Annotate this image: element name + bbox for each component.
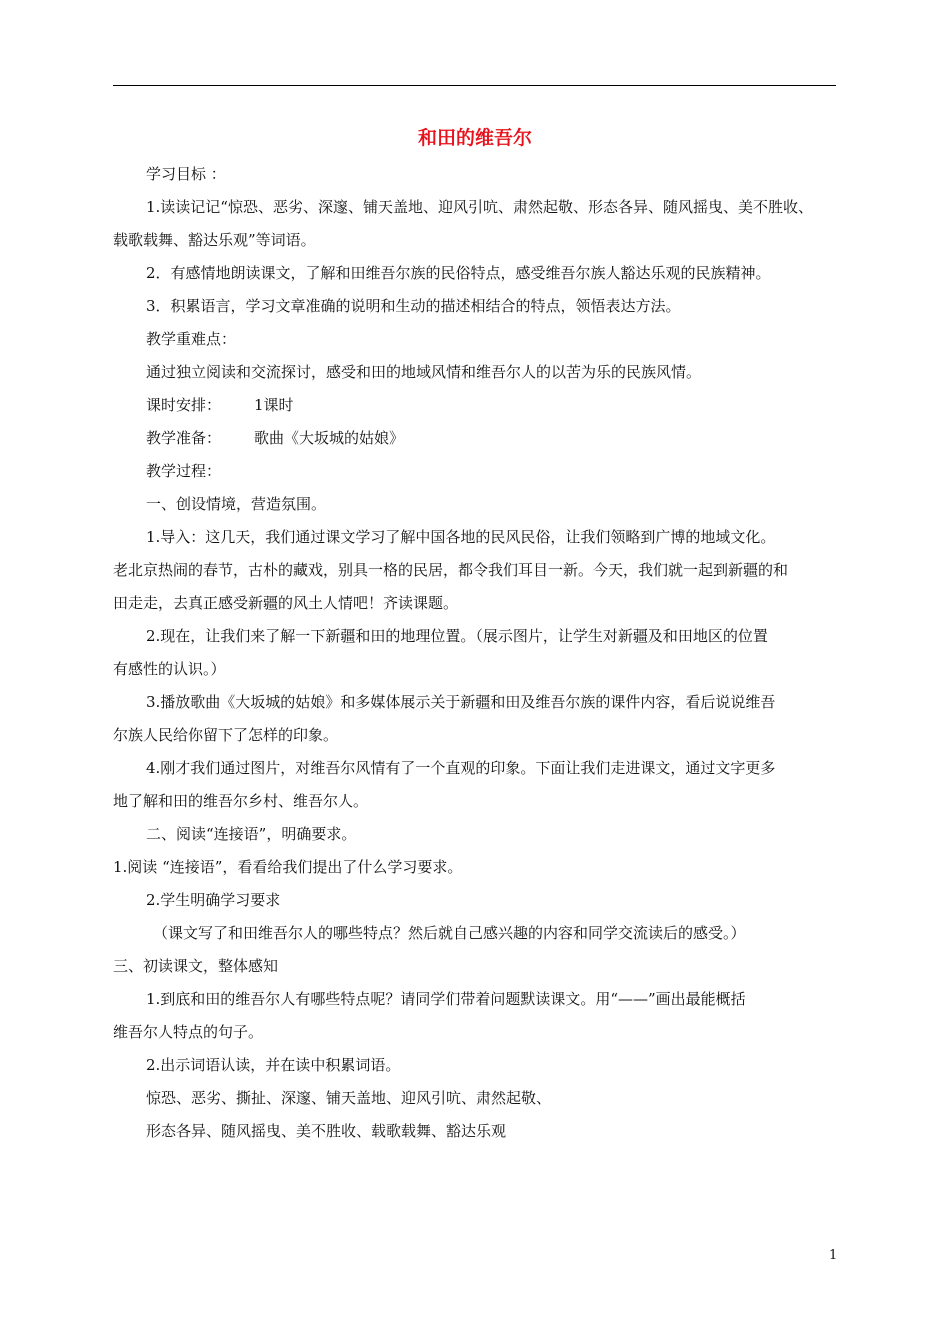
paragraph-line: 1.导入：这几天，我们通过课文学习了解中国各地的民风民俗，让我们领略到广博的地域文化。: [146, 528, 776, 546]
paragraph-line: 地了解和田的维吾尔乡村、维吾尔人。: [113, 792, 369, 810]
paragraph-line: 尔族人民给你留下了怎样的印象。: [113, 726, 339, 744]
header-rule: [113, 85, 836, 86]
section-heading: 教学过程：: [146, 462, 222, 480]
preparation-line: [113, 422, 848, 455]
preparation-label: 教学准备：: [146, 429, 222, 447]
vocabulary-line: 惊恐、恶劣、撕扯、深邃、铺天盖地、迎风引吭、肃然起敬、: [146, 1089, 552, 1107]
paragraph-line: 2.出示词语认读，并在读中积累词语。: [146, 1056, 401, 1074]
paragraph-line: 老北京热闹的春节，古朴的藏戏，别具一格的民居，都令我们耳目一新。今天，我们就一起到新疆的和: [113, 561, 789, 579]
section-heading: 三、初读课文，整体感知: [113, 957, 279, 975]
schedule-label: 课时安排：: [146, 396, 222, 414]
paragraph-line: 1.到底和田的维吾尔人有哪些特点呢？请同学们带着问题默读课文。用“——”画出最能概括: [146, 990, 746, 1008]
section-heading: 二、阅读“连接语”，明确要求。: [146, 825, 357, 843]
vocabulary-line: 形态各异、随风摇曳、美不胜收、载歌载舞、豁达乐观: [146, 1122, 507, 1140]
paragraph-line: 1.阅读 “连接语”，看看给我们提出了什么学习要求。: [113, 858, 463, 876]
schedule-line: [113, 389, 848, 422]
page-number: 1: [829, 1248, 838, 1263]
document-body: [113, 158, 848, 1148]
paragraph-line: 3.播放歌曲《大坂城的姑娘》和多媒体展示关于新疆和田及维吾尔族的课件内容，看后说说维吾: [146, 693, 776, 711]
paragraph-line: 4.刚才我们通过图片，对维吾尔风情有了一个直观的印象。下面让我们走进课文，通过文字更多: [146, 759, 776, 777]
page-title: 和田的维吾尔: [417, 127, 532, 149]
preparation-value: 歌曲《大坂城的姑娘》: [254, 429, 405, 447]
paragraph-line: 2.学生明确学习要求: [146, 891, 281, 909]
paragraph-line: 有感性的认识。）: [113, 660, 226, 678]
paragraph-line: 田走走，去真正感受新疆的风土人情吧！齐读课题。: [113, 594, 459, 612]
schedule-value: 1课时: [254, 396, 294, 414]
paragraph-line: 载歌载舞、豁达乐观”等词语。: [113, 231, 316, 249]
paragraph-line: 1.读读记记“惊恐、恶劣、深邃、铺天盖地、迎风引吭、肃然起敬、形态各异、随风摇曳、美不胜收、: [146, 198, 813, 216]
paragraph-line: 维吾尔人特点的句子。: [113, 1023, 264, 1041]
paragraph-line: 通过独立阅读和交流探讨，感受和田的地域风情和维吾尔人的以苦为乐的民族风情。: [146, 363, 702, 381]
paragraph-line: 2.现在，让我们来了解一下新疆和田的地理位置。（展示图片，让学生对新疆及和田地区的位置: [146, 627, 768, 645]
section-heading: 教学重难点：: [146, 330, 237, 348]
section-heading: 一、创设情境，营造氛围。: [146, 495, 327, 513]
section-heading: 学习目标 ：: [146, 165, 226, 183]
paragraph-line: （课文写了和田维吾尔人的哪些特点？然后就自己感兴趣的内容和同学交流读后的感受。）: [153, 924, 746, 942]
paragraph-line: 2．有感情地朗读课文，了解和田维吾尔族的民俗特点，感受维吾尔族人豁达乐观的民族精神。: [146, 264, 771, 282]
paragraph-line: 3．积累语言，学习文章准确的说明和生动的描述相结合的特点，领悟表达方法。: [146, 297, 681, 315]
